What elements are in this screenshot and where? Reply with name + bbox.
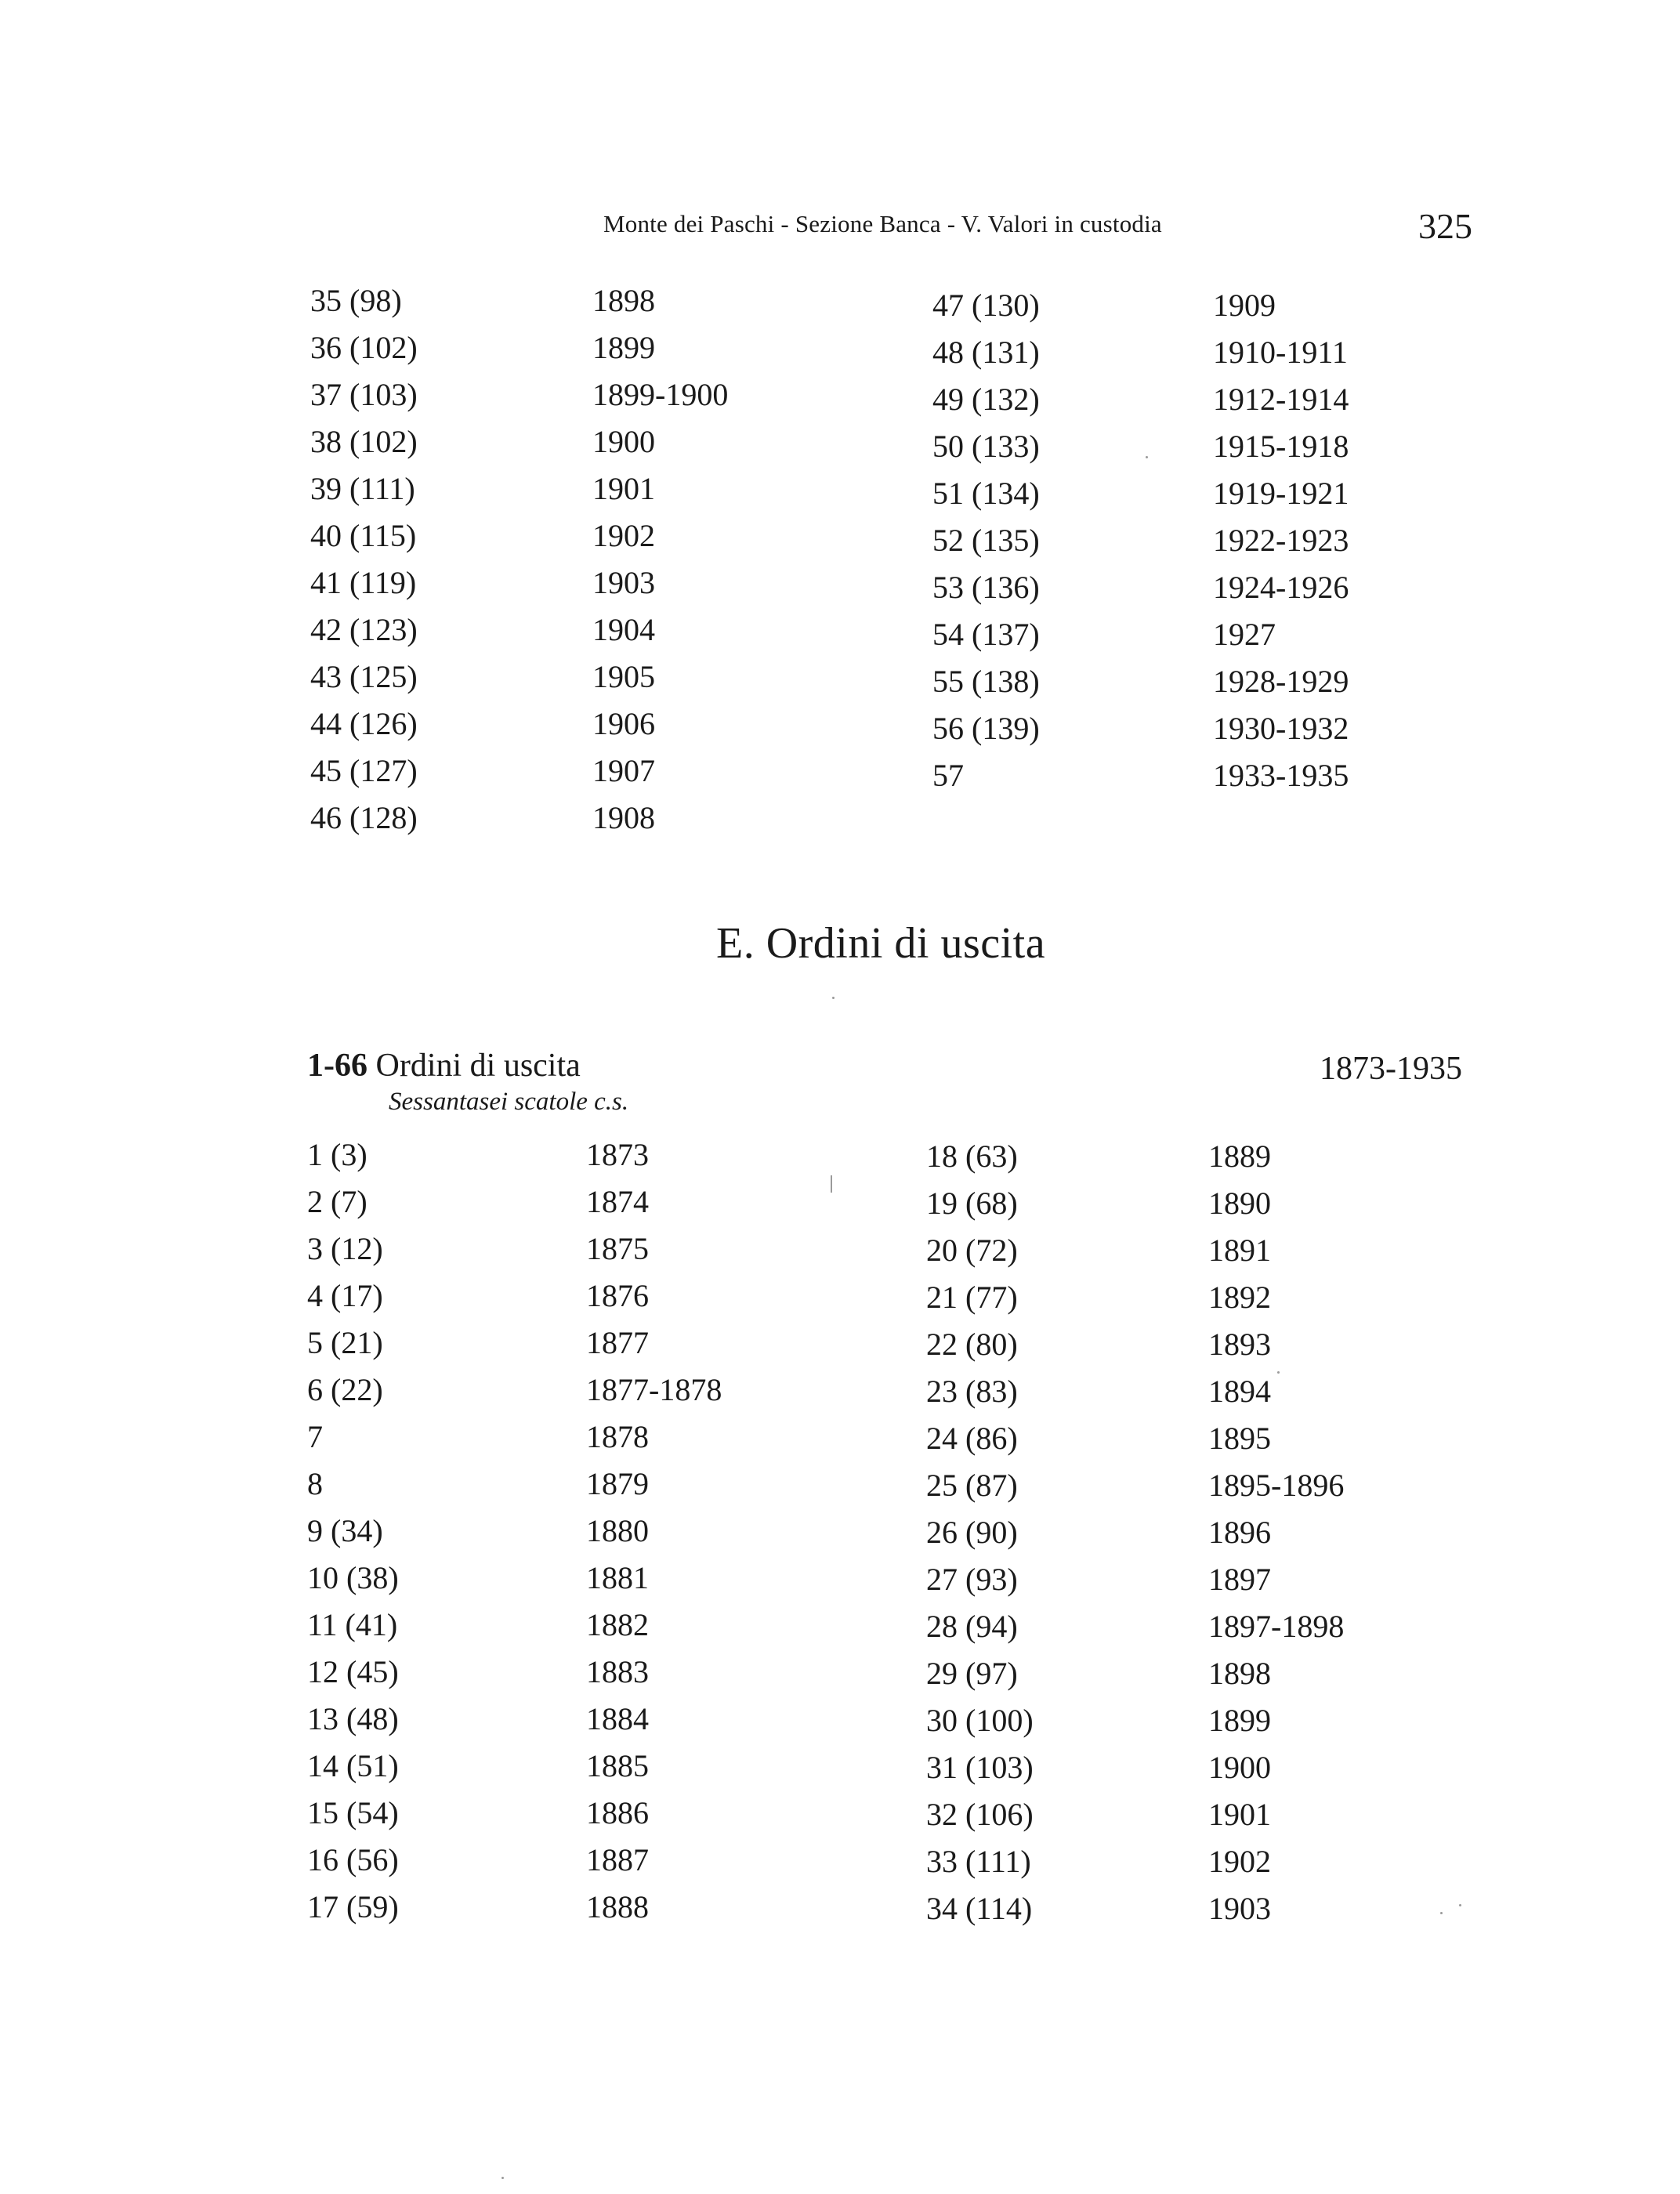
entry-id: 28 (94) <box>926 1609 1018 1644</box>
scan-speck <box>832 997 835 999</box>
scan-speck <box>831 1175 832 1193</box>
entry-id: 23 (83) <box>926 1374 1018 1409</box>
unit-title: Ordini di uscita <box>375 1048 581 1084</box>
entry-id: 50 (133) <box>932 429 1040 464</box>
entry-id: 3 (12) <box>307 1231 383 1266</box>
entry-id: 54 (137) <box>932 617 1040 652</box>
entry-date: 1927 <box>1213 617 1276 652</box>
entry-id: 22 (80) <box>926 1327 1018 1362</box>
unit-number: 1-66 <box>307 1048 368 1084</box>
entry-date: 1889 <box>1208 1139 1271 1174</box>
entry-date: 1908 <box>592 800 655 835</box>
entry-id: 49 (132) <box>932 382 1040 417</box>
entry-id: 47 (130) <box>932 288 1040 323</box>
entry-date: 1879 <box>586 1466 649 1501</box>
section-title: E. Ordini di uscita <box>716 919 1046 968</box>
entry-id: 24 (86) <box>926 1421 1018 1456</box>
entry-id: 12 (45) <box>307 1654 399 1689</box>
entry-date: 1922-1923 <box>1213 523 1349 558</box>
entry-date: 1891 <box>1208 1233 1271 1268</box>
entry-date: 1905 <box>592 659 655 694</box>
entry-id: 31 (103) <box>926 1750 1034 1785</box>
entry-date: 1902 <box>1208 1844 1271 1879</box>
entry-date: 1898 <box>1208 1656 1271 1691</box>
entry-id: 16 (56) <box>307 1842 399 1877</box>
entry-date: 1896 <box>1208 1515 1271 1550</box>
entry-id: 52 (135) <box>932 523 1040 558</box>
entry-date: 1906 <box>592 706 655 741</box>
entry-date: 1873 <box>586 1137 649 1172</box>
entry-date: 1930-1932 <box>1213 711 1349 746</box>
entry-date: 1886 <box>586 1795 649 1830</box>
entry-date: 1884 <box>586 1701 649 1736</box>
entry-date: 1895 <box>1208 1421 1271 1456</box>
entry-id: 6 (22) <box>307 1372 383 1407</box>
entry-date: 1897-1898 <box>1208 1609 1345 1644</box>
entry-id: 29 (97) <box>926 1656 1018 1691</box>
unit-dates: 1873-1935 <box>1320 1051 1462 1087</box>
entry-date: 1885 <box>586 1748 649 1783</box>
entry-id: 20 (72) <box>926 1233 1018 1268</box>
entry-date: 1877-1878 <box>586 1372 722 1407</box>
entry-date: 1907 <box>592 753 655 788</box>
entry-id: 21 (77) <box>926 1280 1018 1315</box>
entry-id: 36 (102) <box>310 330 418 365</box>
entry-date: 1878 <box>586 1419 649 1454</box>
entry-id: 17 (59) <box>307 1889 399 1924</box>
entry-id: 51 (134) <box>932 476 1040 511</box>
entry-date: 1904 <box>592 612 655 647</box>
entry-id: 14 (51) <box>307 1748 399 1783</box>
entry-id: 18 (63) <box>926 1139 1018 1174</box>
entry-id: 32 (106) <box>926 1797 1034 1832</box>
entry-id: 40 (115) <box>310 518 417 553</box>
entry-id: 8 <box>307 1466 323 1501</box>
entry-id: 42 (123) <box>310 612 418 647</box>
entry-date: 1877 <box>586 1325 649 1360</box>
entry-id: 33 (111) <box>926 1844 1031 1879</box>
entry-date: 1928-1929 <box>1213 664 1349 699</box>
entry-id: 46 (128) <box>310 800 418 835</box>
entry-id: 37 (103) <box>310 377 418 412</box>
entry-id: 53 (136) <box>932 570 1040 605</box>
entry-date: 1902 <box>592 518 655 553</box>
entry-date: 1903 <box>592 565 655 600</box>
entry-id: 43 (125) <box>310 659 418 694</box>
entry-id: 4 (17) <box>307 1278 383 1313</box>
entry-id: 9 (34) <box>307 1513 383 1548</box>
entry-date: 1915-1918 <box>1213 429 1349 464</box>
unit-description: Sessantasei scatole c.s. <box>389 1088 629 1116</box>
entry-id: 35 (98) <box>310 283 402 318</box>
entry-id: 13 (48) <box>307 1701 399 1736</box>
entry-id: 34 (114) <box>926 1891 1033 1926</box>
entry-id: 26 (90) <box>926 1515 1018 1550</box>
entry-date: 1899 <box>1208 1703 1271 1738</box>
scan-speck <box>501 2177 504 2179</box>
entry-id: 25 (87) <box>926 1468 1018 1503</box>
entry-date: 1899 <box>592 330 655 365</box>
entry-id: 1 (3) <box>307 1137 368 1172</box>
entry-date: 1910-1911 <box>1213 335 1348 370</box>
scan-speck <box>1440 1912 1443 1914</box>
entry-date: 1901 <box>592 471 655 506</box>
entry-id: 2 (7) <box>307 1184 368 1219</box>
entry-date: 1875 <box>586 1231 649 1266</box>
entry-date: 1890 <box>1208 1186 1271 1221</box>
scan-speck <box>1146 456 1148 458</box>
entry-date: 1924-1926 <box>1213 570 1349 605</box>
page-number: 325 <box>1418 206 1472 246</box>
entry-date: 1897 <box>1208 1562 1271 1597</box>
entry-date: 1888 <box>586 1889 649 1924</box>
entry-date: 1881 <box>586 1560 649 1595</box>
entry-id: 19 (68) <box>926 1186 1018 1221</box>
scan-speck <box>1277 1371 1280 1374</box>
entry-date: 1900 <box>592 424 655 459</box>
entry-date: 1876 <box>586 1278 649 1313</box>
entry-id: 57 <box>932 758 964 793</box>
entry-id: 45 (127) <box>310 753 418 788</box>
entry-date: 1898 <box>592 283 655 318</box>
entry-id: 48 (131) <box>932 335 1040 370</box>
entry-date: 1895-1896 <box>1208 1468 1345 1503</box>
entry-id: 7 <box>307 1419 323 1454</box>
entry-date: 1901 <box>1208 1797 1271 1832</box>
entry-date: 1880 <box>586 1513 649 1548</box>
entry-id: 30 (100) <box>926 1703 1034 1738</box>
entry-id: 15 (54) <box>307 1795 399 1830</box>
entry-id: 38 (102) <box>310 424 418 459</box>
entry-id: 10 (38) <box>307 1560 399 1595</box>
entry-date: 1899-1900 <box>592 377 729 412</box>
entry-id: 44 (126) <box>310 706 418 741</box>
entry-date: 1909 <box>1213 288 1276 323</box>
scan-speck <box>1459 1904 1461 1906</box>
entry-date: 1933-1935 <box>1213 758 1349 793</box>
entry-id: 27 (93) <box>926 1562 1018 1597</box>
entry-date: 1882 <box>586 1607 649 1642</box>
entry-date: 1919-1921 <box>1213 476 1349 511</box>
entry-date: 1874 <box>586 1184 649 1219</box>
entry-id: 56 (139) <box>932 711 1040 746</box>
entry-date: 1894 <box>1208 1374 1271 1409</box>
entry-date: 1912-1914 <box>1213 382 1349 417</box>
entry-id: 41 (119) <box>310 565 417 600</box>
entry-id: 55 (138) <box>932 664 1040 699</box>
running-head: Monte dei Paschi - Sezione Banca - V. Valori in custodia <box>603 210 1162 237</box>
entry-date: 1883 <box>586 1654 649 1689</box>
entry-date: 1893 <box>1208 1327 1271 1362</box>
entry-date: 1903 <box>1208 1891 1271 1926</box>
entry-id: 11 (41) <box>307 1607 398 1642</box>
entry-date: 1887 <box>586 1842 649 1877</box>
entry-date: 1892 <box>1208 1280 1271 1315</box>
entry-date: 1900 <box>1208 1750 1271 1785</box>
entry-id: 5 (21) <box>307 1325 383 1360</box>
unit-heading <box>307 1047 581 1084</box>
entry-id: 39 (111) <box>310 471 415 506</box>
